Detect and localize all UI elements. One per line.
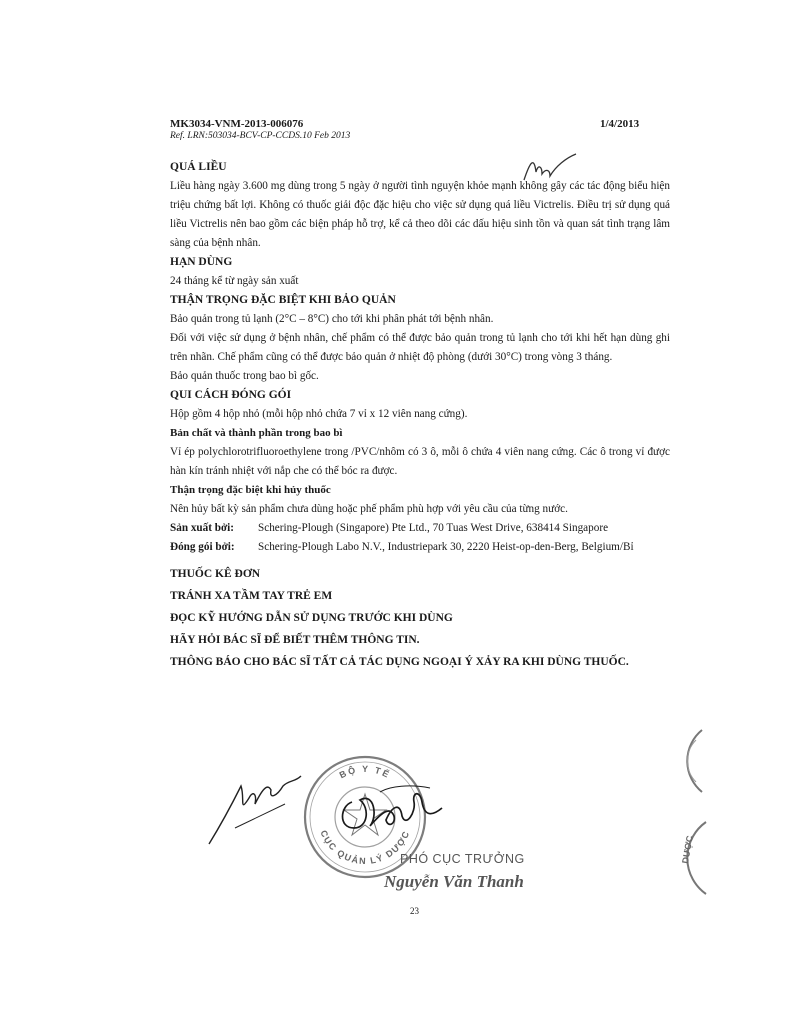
edge-stamp-top xyxy=(676,726,706,796)
manufacturer-label: Sản xuất bởi: xyxy=(170,522,235,534)
container-text: Vỉ ép polychlorotrifluoroethylene trong /PVC/nhôm có 3 ô, mỗi ô chứa 4 viên nang cứng. Các ô trong vỉ được hàn kín tránh nhiệt với nắp che có thể bóc ra được. xyxy=(170,446,670,477)
document-body xyxy=(170,158,670,673)
disposal-heading: Thận trọng đặc biệt khi hủy thuốc xyxy=(170,484,331,496)
handwritten-signature-left xyxy=(205,768,305,848)
warning-ask-doctor: HÃY HỎI BÁC SĨ ĐỂ BIẾT THÊM THÔNG TIN. xyxy=(170,634,420,646)
shelf-life-text: 24 tháng kể từ ngày sản xuất xyxy=(170,275,299,287)
stamp-name: Nguyễn Văn Thanh xyxy=(384,872,524,891)
storage-text-2: Đối với việc sử dụng ở bệnh nhân, chế phẩm có thể được bảo quản trong tủ lạnh cho tới khi hết hạn dùng ghi trên nhãn. Chế phẩm cũng có thể được bảo quản ở nhiệt độ phòng (dưới 30°C) trong vòng 3 tháng. xyxy=(170,332,670,363)
shelf-life-heading: HẠN DÙNG xyxy=(170,256,233,268)
edge-stamp-text: DƯỢC xyxy=(680,834,695,865)
packager-row xyxy=(170,538,670,557)
stamp-title: PHÓ CỤC TRƯỞNG xyxy=(400,852,525,866)
packager-label: Đóng gói bởi: xyxy=(170,541,235,553)
packager-text: Schering-Plough Labo N.V., Industriepark 30, 2220 Heist-op-den-Berg, Belgium/Bỉ xyxy=(258,541,634,553)
overdose-text: Liều hàng ngày 3.600 mg dùng trong 5 ngày ở người tình nguyện khỏe mạnh không gây các tác động biểu hiện triệu chứng bất lợi. Không có thuốc giải độc đặc hiệu cho việc sử dụng quá liều Victrelis. Điều trị sử dụng quá liều Victrelis nên bao gồm các biện pháp hỗ trợ, kể cả theo dõi các dấu hiệu sinh tồn và quan sát tình trạng lâm sàng của bệnh nhân. xyxy=(170,180,670,249)
packaging-heading: QUI CÁCH ĐÓNG GÓI xyxy=(170,389,292,401)
document-date: 1/4/2013 xyxy=(600,118,640,130)
overdose-heading: QUÁ LIỀU xyxy=(170,161,227,173)
warning-report-effects: THÔNG BÁO CHO BÁC SĨ TẤT CẢ TÁC DỤNG NGOẠI Ý XẢY RA KHI DÙNG THUỐC. xyxy=(170,656,629,668)
seal-bottom-text: CỤC QUẢN LÝ DƯỢC xyxy=(318,828,412,867)
storage-text-1: Bảo quản trong tủ lạnh (2°C – 8°C) cho tới khi phân phát tới bệnh nhân. xyxy=(170,313,494,325)
manufacturer-text: Schering-Plough (Singapore) Pte Ltd., 70 Tuas West Drive, 638414 Singapore xyxy=(258,522,609,534)
seal-top-text: BỘ Y TẾ xyxy=(337,763,393,781)
storage-heading: THẬN TRỌNG ĐẶC BIỆT KHI BẢO QUẢN xyxy=(170,294,396,306)
reference-line: Ref. LRN:503034-BCV-CP-CCDS.10 Feb 2013 xyxy=(170,131,351,141)
container-heading: Bản chất và thành phần trong bao bì xyxy=(170,427,343,439)
warning-prescription: THUỐC KÊ ĐƠN xyxy=(170,568,261,580)
manufacturer-row xyxy=(170,519,670,538)
document-code: MK3034-VNM-2013-006076 xyxy=(170,118,304,130)
warning-read-instructions: ĐỌC KỸ HƯỚNG DẪN SỬ DỤNG TRƯỚC KHI DÙNG xyxy=(170,612,453,624)
warning-children: TRÁNH XA TẦM TAY TRẺ EM xyxy=(170,590,333,602)
page-number: 23 xyxy=(410,906,419,916)
disposal-text: Nên hủy bất kỳ sản phẩm chưa dùng hoặc phế phẩm phù hợp với yêu cầu của từng nước. xyxy=(170,503,568,515)
handwritten-signature-main xyxy=(330,772,450,842)
packaging-text: Hộp gồm 4 hộp nhỏ (mỗi hộp nhỏ chứa 7 vỉ x 12 viên nang cứng). xyxy=(170,408,468,420)
storage-text-3: Bảo quản thuốc trong bao bì gốc. xyxy=(170,370,319,382)
edge-stamp-bottom xyxy=(680,818,710,898)
